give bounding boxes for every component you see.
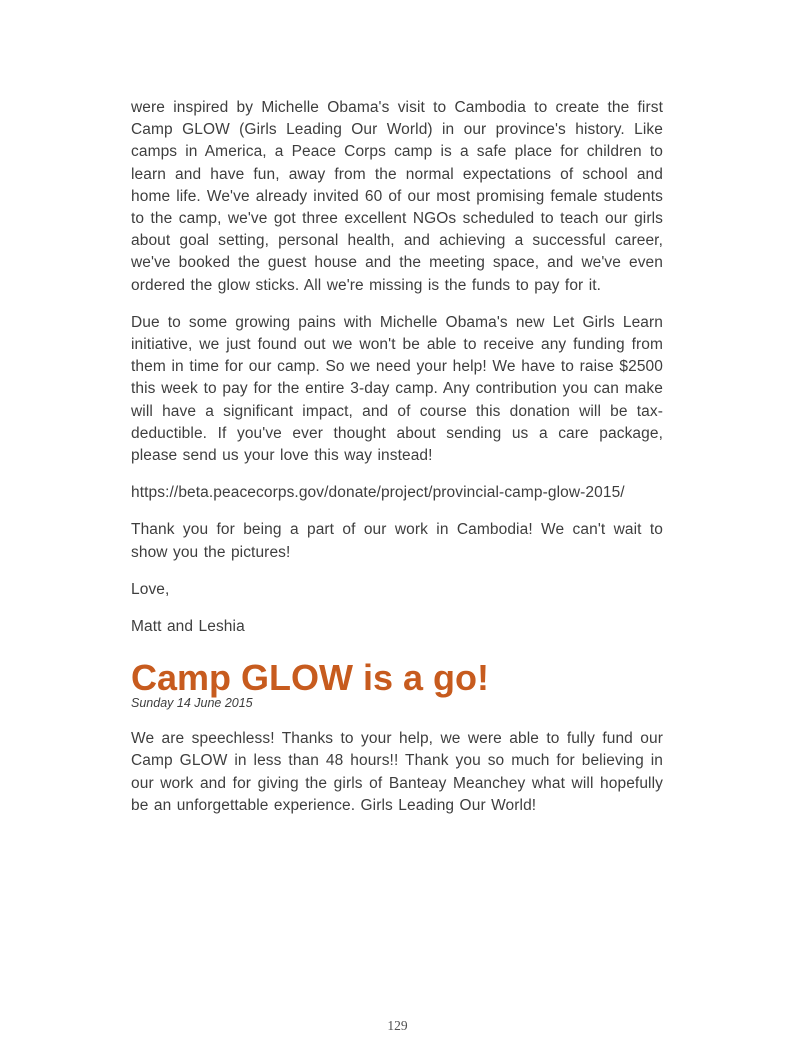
page-number: 129 (387, 1018, 408, 1033)
paragraph-camp-funded: We are speechless! Thanks to your help, we were able to fully fund our Camp GLOW in less than 48 hours!! Thank you so much for believing in our work and for giving the girls of Banteay Meanchey what will hopefully be an unforgettable experience. Girls Leading Our World! (131, 730, 663, 814)
paragraph-camp-glow-intro: were inspired by Michelle Obama's visit to Cambodia to create the first Camp GLOW (Girls Leading Our World) in our province's history. Like camps in America, a Peace Corps camp is a safe place for children to learn and have fun, away from the normal expectations of school and home life. We've already invited 60 of our most promising female students to the camp, we've got three excellent NGOs scheduled to teach our girls about goal setting, personal health, and achieving a successful career, we've booked the guest house and the meeting space, and we've even ordered the glow sticks. All we're missing is the funds to pay for it. (131, 99, 663, 294)
signature-line: Matt and Leshia (131, 618, 245, 636)
post-date: Sunday 14 June 2015 (131, 696, 253, 711)
paragraph-thank-you: Thank you for being a part of our work in Cambodia! We can't wait to show you the pictures! (131, 521, 663, 561)
post-title: Camp GLOW is a go! (131, 657, 490, 699)
donation-url: https://beta.peacecorps.gov/donate/project/provincial-camp-glow-2015/ (131, 484, 625, 502)
signoff-line: Love, (131, 580, 170, 598)
paragraph-funding-appeal: Due to some growing pains with Michelle Obama's new Let Girls Learn initiative, we just found out we won't be able to receive any funding from them in time for our camp. So we need your help! We have to raise $2500 this week to pay for the entire 3-day camp. Any contribution you can make will have a significant impact, and of course this donation will be tax-deductible. If you've ever thought about sending us a care package, please send us your love this way instead! (131, 313, 663, 465)
text-block (131, 97, 663, 832)
